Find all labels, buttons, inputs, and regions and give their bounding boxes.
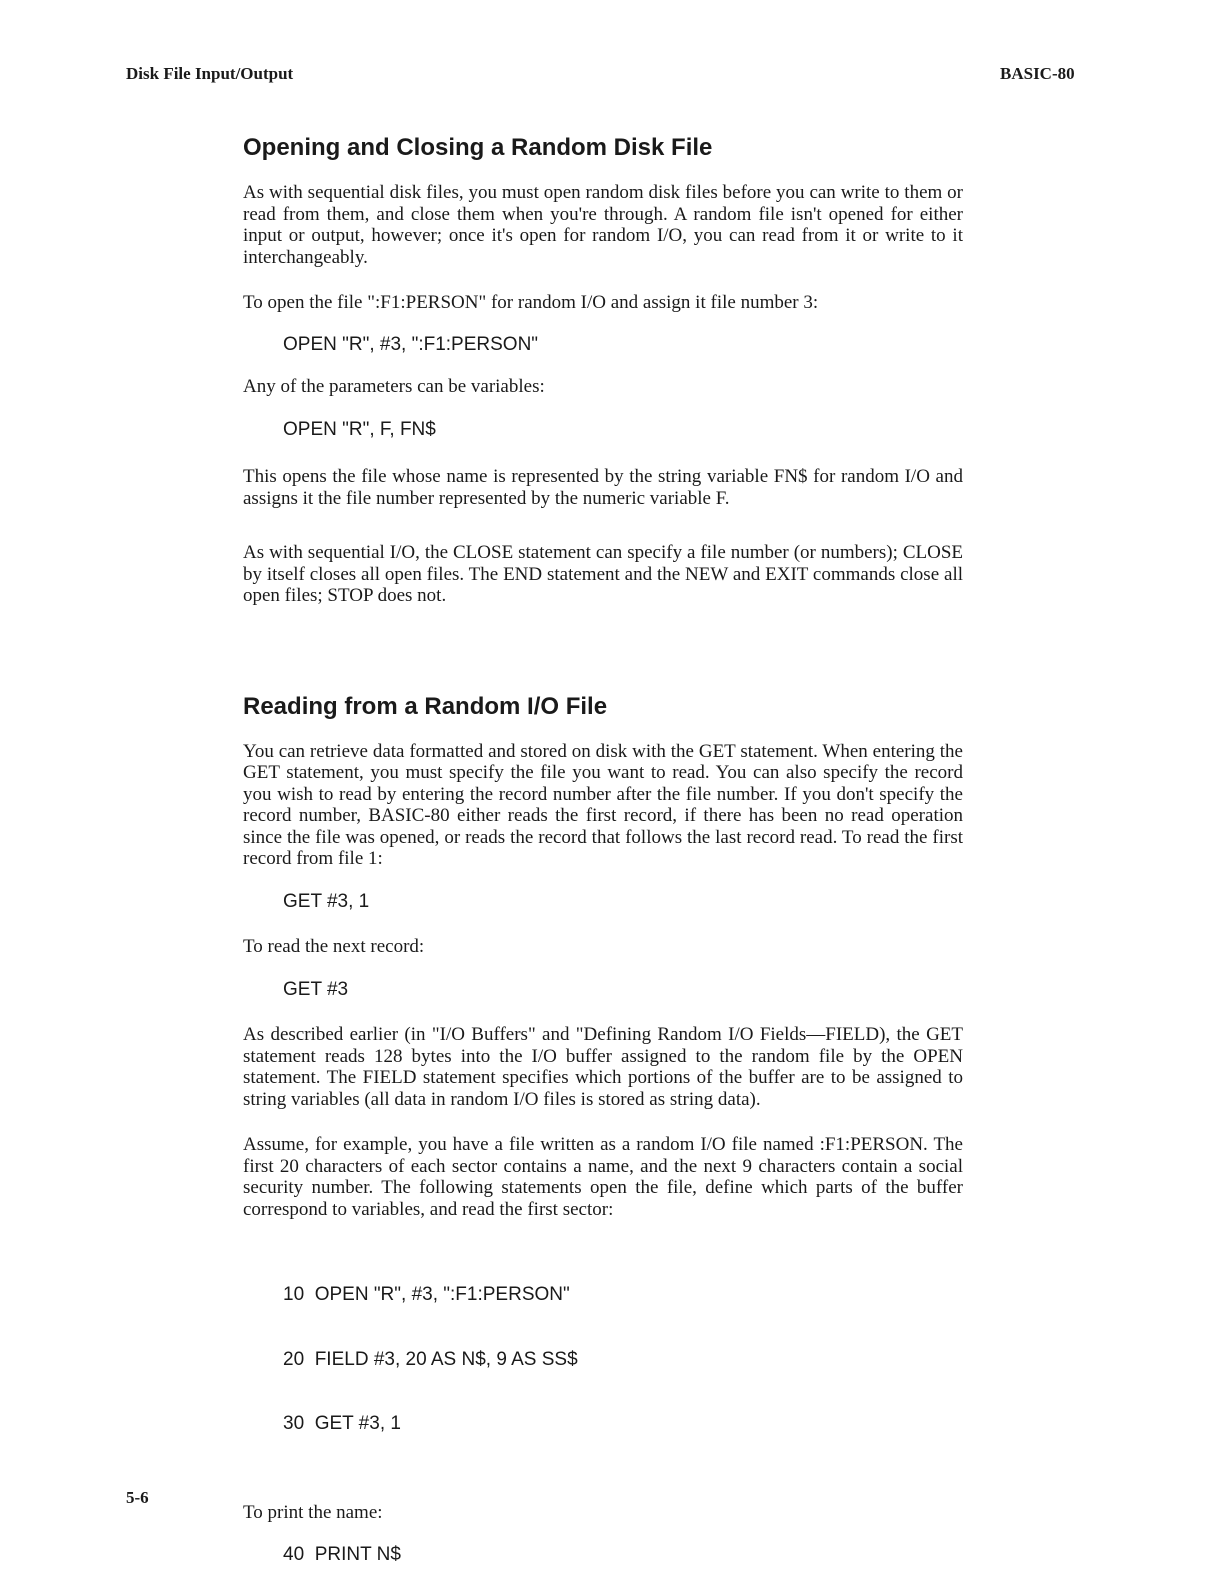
code-example: 40 PRINT N$ bbox=[283, 1544, 401, 1565]
code-block bbox=[283, 1241, 963, 1478]
code-example: GET #3 bbox=[283, 978, 349, 1000]
running-header-right: BASIC-80 bbox=[1000, 64, 1075, 83]
paragraph: To read the next record: bbox=[243, 936, 425, 957]
page-number: 5-6 bbox=[126, 1488, 149, 1507]
code-line: 30 GET #3, 1 bbox=[283, 1413, 401, 1434]
section-title-reading: Reading from a Random I/O File bbox=[243, 692, 608, 720]
code-line: 10 OPEN "R", #3, ":F1:PERSON" bbox=[283, 1284, 570, 1305]
paragraph: As described earlier (in "I/O Buffers" and "Defining Random I/O Fields—FIELD), the GET statement reads 128 bytes into the I/O buffer assigned to the random file by the OPEN statement. The FIELD statement specifies which portions of the buffer are to be assigned to string variables (all data in random I/O files is stored as string data). bbox=[243, 1024, 963, 1110]
paragraph: To print the name: bbox=[243, 1501, 383, 1523]
code-line: 20 FIELD #3, 20 AS N$, 9 AS SS$ bbox=[283, 1348, 578, 1370]
page-body bbox=[243, 128, 963, 1566]
section-title-opening-closing: Opening and Closing a Random Disk File bbox=[243, 134, 713, 161]
paragraph: Assume, for example, you have a file written as a random I/O file named :F1:PERSON. The first 20 characters of each sector contains a name, and the next 9 characters contain a social security number. The following statements open the file, define which parts of the buffer correspond to variables, and read the first sector: bbox=[243, 1134, 963, 1220]
code-example: GET #3, 1 bbox=[283, 890, 370, 912]
paragraph: As with sequential I/O, the CLOSE statement can specify a file number (or numbers); CLOSE by itself closes all open files. The END statement and the NEW and EXIT commands close all open files; STOP does not. bbox=[243, 542, 963, 606]
paragraph: You can retrieve data formatted and stored on disk with the GET statement. When entering the GET statement, you must specify the file you want to read. You can also specify the record you wish to read by entering the record number after the file number. If you don't specify the record number, BASIC-80 either reads the first record, if there has been no read operation since the file was opened, or reads the record that follows the last record read. To read the first record from file 1: bbox=[243, 740, 963, 869]
paragraph: Any of the parameters can be variables: bbox=[243, 376, 545, 397]
paragraph: This opens the file whose name is represented by the string variable FN$ for random I/O and assigns it the file number represented by the numeric variable F. bbox=[243, 466, 963, 509]
paragraph: To open the file ":F1:PERSON" for random I/O and assign it file number 3: bbox=[243, 292, 819, 313]
code-example: OPEN "R", #3, ":F1:PERSON" bbox=[283, 333, 539, 355]
paragraph: As with sequential disk files, you must open random disk files before you can write to them or read from them, and close them when you're through. A random file isn't opened for either input or output, however; once it's open for random I/O, you can read from it or write to it interchangeably. bbox=[243, 182, 963, 268]
running-header-left: Disk File Input/Output bbox=[126, 64, 294, 83]
code-example: OPEN "R", F, FN$ bbox=[283, 418, 436, 440]
